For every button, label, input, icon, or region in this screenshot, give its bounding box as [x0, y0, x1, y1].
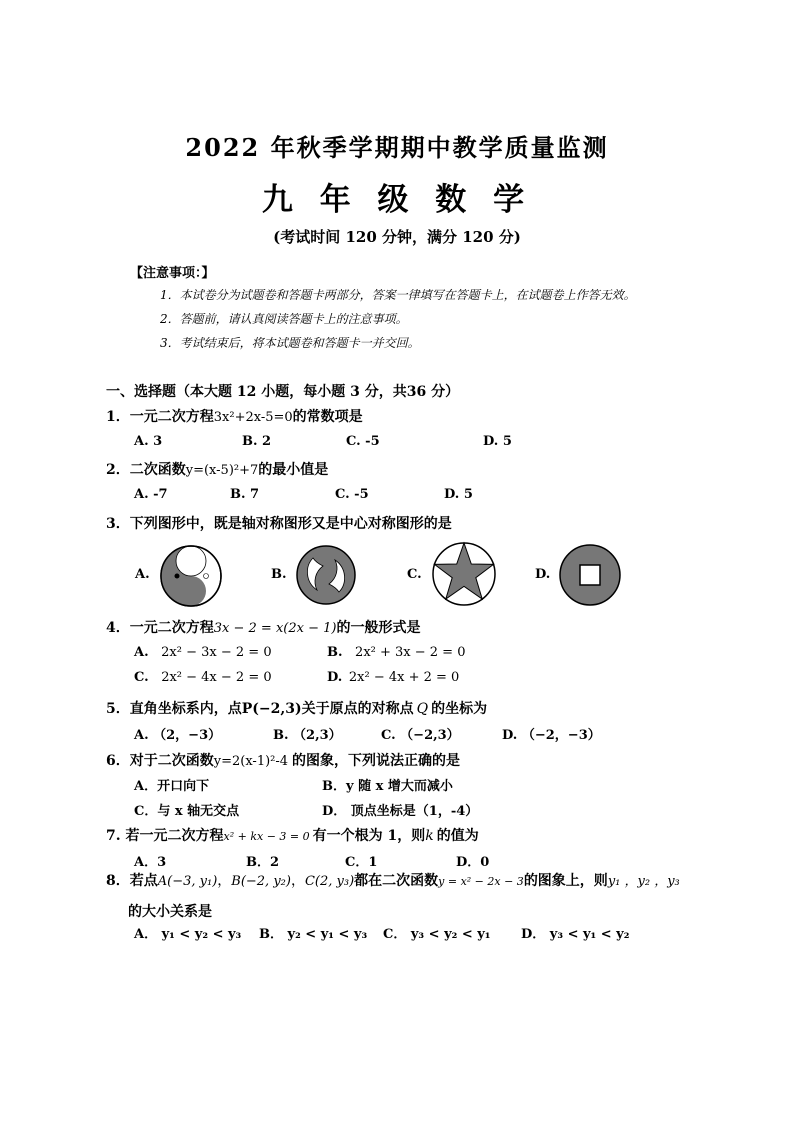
exam-title: 2022 年秋季学期期中教学质量监测 [185, 133, 609, 162]
q7-stem-a: 7. 若一元二次方程 [106, 828, 224, 844]
q5-stem-b: 关于原点的对称点 [301, 701, 414, 717]
q8-option-a: A． y₁ < y₂ < y₃ [134, 927, 242, 942]
q7-stem-b: 有一个根为 1，则 [312, 828, 426, 844]
time-note: (考试时间 120 分钟，满分 120 分) [273, 228, 521, 246]
q5-stem-a: 5．直角坐标系内，点 [106, 701, 242, 717]
notice-item-2: 2．答题前，请认真阅读答题卡上的注意事项。 [160, 312, 408, 326]
q8-point-a: A(−3, y₁) [157, 874, 218, 889]
q5-point-q: Q [416, 701, 429, 717]
q7-var-k: k [425, 828, 434, 844]
question-7 [106, 825, 479, 845]
q2-stem-a: 2．二次函数 [106, 462, 186, 478]
q8-stem-c: 的图象上，则 [523, 873, 608, 889]
q4-stem-a: 4．一元二次方程 [106, 620, 214, 636]
q2-option-c: C. -5 [335, 487, 369, 502]
q4-option-d-text: 2x² − 4x + 2 = 0 [348, 670, 460, 685]
q4-option-a-label: A. [134, 645, 149, 660]
notice-heading: 【注意事项：】 [130, 266, 215, 281]
q4-option-d [327, 670, 459, 685]
question-5 [106, 698, 487, 718]
q2-option-d: D. 5 [444, 487, 473, 502]
q2-option-b: B. 7 [230, 487, 260, 502]
q4-option-b-label: B. [327, 645, 343, 660]
square-hole-coin-figure [558, 543, 622, 607]
q1-stem-b: 的常数项是 [292, 409, 363, 425]
q7-option-d: D．0 [456, 855, 490, 870]
q4-option-a-text: 2x² − 3x − 2 = 0 [161, 645, 272, 660]
question-2 [106, 459, 328, 479]
q7-stem-c: 的值为 [436, 828, 479, 844]
question-4 [106, 617, 420, 637]
q5-option-d: D. （−2，−3） [502, 728, 601, 743]
q3-label-a: A. [135, 567, 150, 582]
q5-option-a: A. （2，−3） [134, 728, 222, 743]
q6-option-a: A．开口向下 [134, 779, 210, 794]
question-6 [106, 750, 460, 770]
q2-equation: y=(x-5)²+7 [185, 463, 259, 478]
q4-option-c-label: C. [134, 670, 149, 685]
q8-equation: y = x² − 2x − 3 [438, 875, 524, 888]
q5-stem-c: 的坐标为 [431, 701, 488, 717]
star-in-circle-figure [431, 541, 497, 607]
q7-option-c: C．1 [345, 855, 378, 870]
q6-option-c: C．与 x 轴无交点 [134, 804, 240, 819]
q4-option-d-label: D. [327, 670, 343, 685]
q8-stem-a: 8．若点 [106, 873, 158, 889]
q6-option-d: D． 顶点坐标是（1，-4） [322, 804, 479, 819]
q8-point-c: C(2, y₃) [304, 874, 355, 889]
q1-option-c: C. -5 [346, 434, 380, 449]
question-3: 3．下列图形中，既是轴对称图形又是中心对称图形的是 [106, 516, 452, 532]
subject-title: 九 年 级 数 学 [261, 182, 533, 218]
q2-option-a: A. -7 [134, 487, 168, 502]
q4-equation: 3x − 2 = x(2x − 1) [213, 621, 337, 636]
section-heading: 一、选择题（本大题 12 小题，每小题 3 分，共36 分） [106, 384, 460, 400]
q7-option-b: B．2 [246, 855, 280, 870]
yin-yang-variant-figure [295, 544, 357, 606]
notice-item-3: 3．考试结束后，将本试题卷和答题卡一并交回。 [160, 336, 420, 350]
q4-option-c-text: 2x² − 4x − 2 = 0 [161, 670, 272, 685]
q3-label-c: C. [407, 567, 422, 582]
q1-equation: 3x²+2x-5=0 [213, 410, 293, 425]
q7-equation: x² + kx − 3 = 0 [223, 830, 310, 843]
q6-option-b: B．y 随 x 增大而减小 [322, 779, 453, 794]
q6-equation: y=2(x-1)²-4 [213, 754, 289, 769]
q6-stem-a: 6．对于二次函数 [106, 753, 214, 769]
question-1 [106, 406, 363, 426]
q1-option-a: A. 3 [134, 434, 163, 449]
q3-label-b: B. [271, 567, 287, 582]
q5-option-b: B. （2,3） [273, 728, 342, 743]
q1-stem-a: 1．一元二次方程 [106, 409, 214, 425]
q6-stem-b: 的图象，下列说法正确的是 [292, 753, 461, 769]
q8-option-c: C． y₃ < y₂ < y₁ [383, 927, 491, 942]
q8-option-d: D． y₃ < y₁ < y₂ [521, 927, 630, 942]
q4-option-b [327, 645, 465, 660]
q5-option-c: C. （−2,3） [381, 728, 460, 743]
q8-point-b: B(−2, y₂) [231, 874, 291, 889]
q8-stem-d: 的大小关系是 [128, 904, 212, 920]
q2-stem-b: 的最小值是 [258, 462, 329, 478]
q5-point: P(−2,3) [241, 701, 302, 717]
q4-option-b-text: 2x² + 3x − 2 = 0 [355, 645, 466, 660]
q4-option-c [134, 670, 272, 685]
q1-option-d: D. 5 [483, 434, 512, 449]
q7-option-a: A．3 [134, 855, 167, 870]
q4-option-a [134, 645, 272, 660]
yin-yang-figure [159, 544, 223, 608]
q8-stem-b: 都在二次函数 [354, 873, 439, 889]
q1-option-b: B. 2 [242, 434, 272, 449]
q8-vars: y₁ ，y₂ ，y₃ [607, 874, 680, 889]
q8-option-b: B． y₂ < y₁ < y₃ [259, 927, 368, 942]
q3-label-d: D. [535, 567, 551, 582]
question-8: 8．若点A(−3, y₁)，B(−2, y₂)，C(2, y₃)都在二次函数y = x² − 2x − 3的图象上，则y₁ ，y₂ ，y₃ [106, 873, 680, 889]
q4-stem-b: 的一般形式是 [336, 620, 421, 636]
notice-item-1: 1．本试卷分为试题卷和答题卡两部分，答案一律填写在答题卡上，在试题卷上作答无效。 [160, 288, 636, 302]
